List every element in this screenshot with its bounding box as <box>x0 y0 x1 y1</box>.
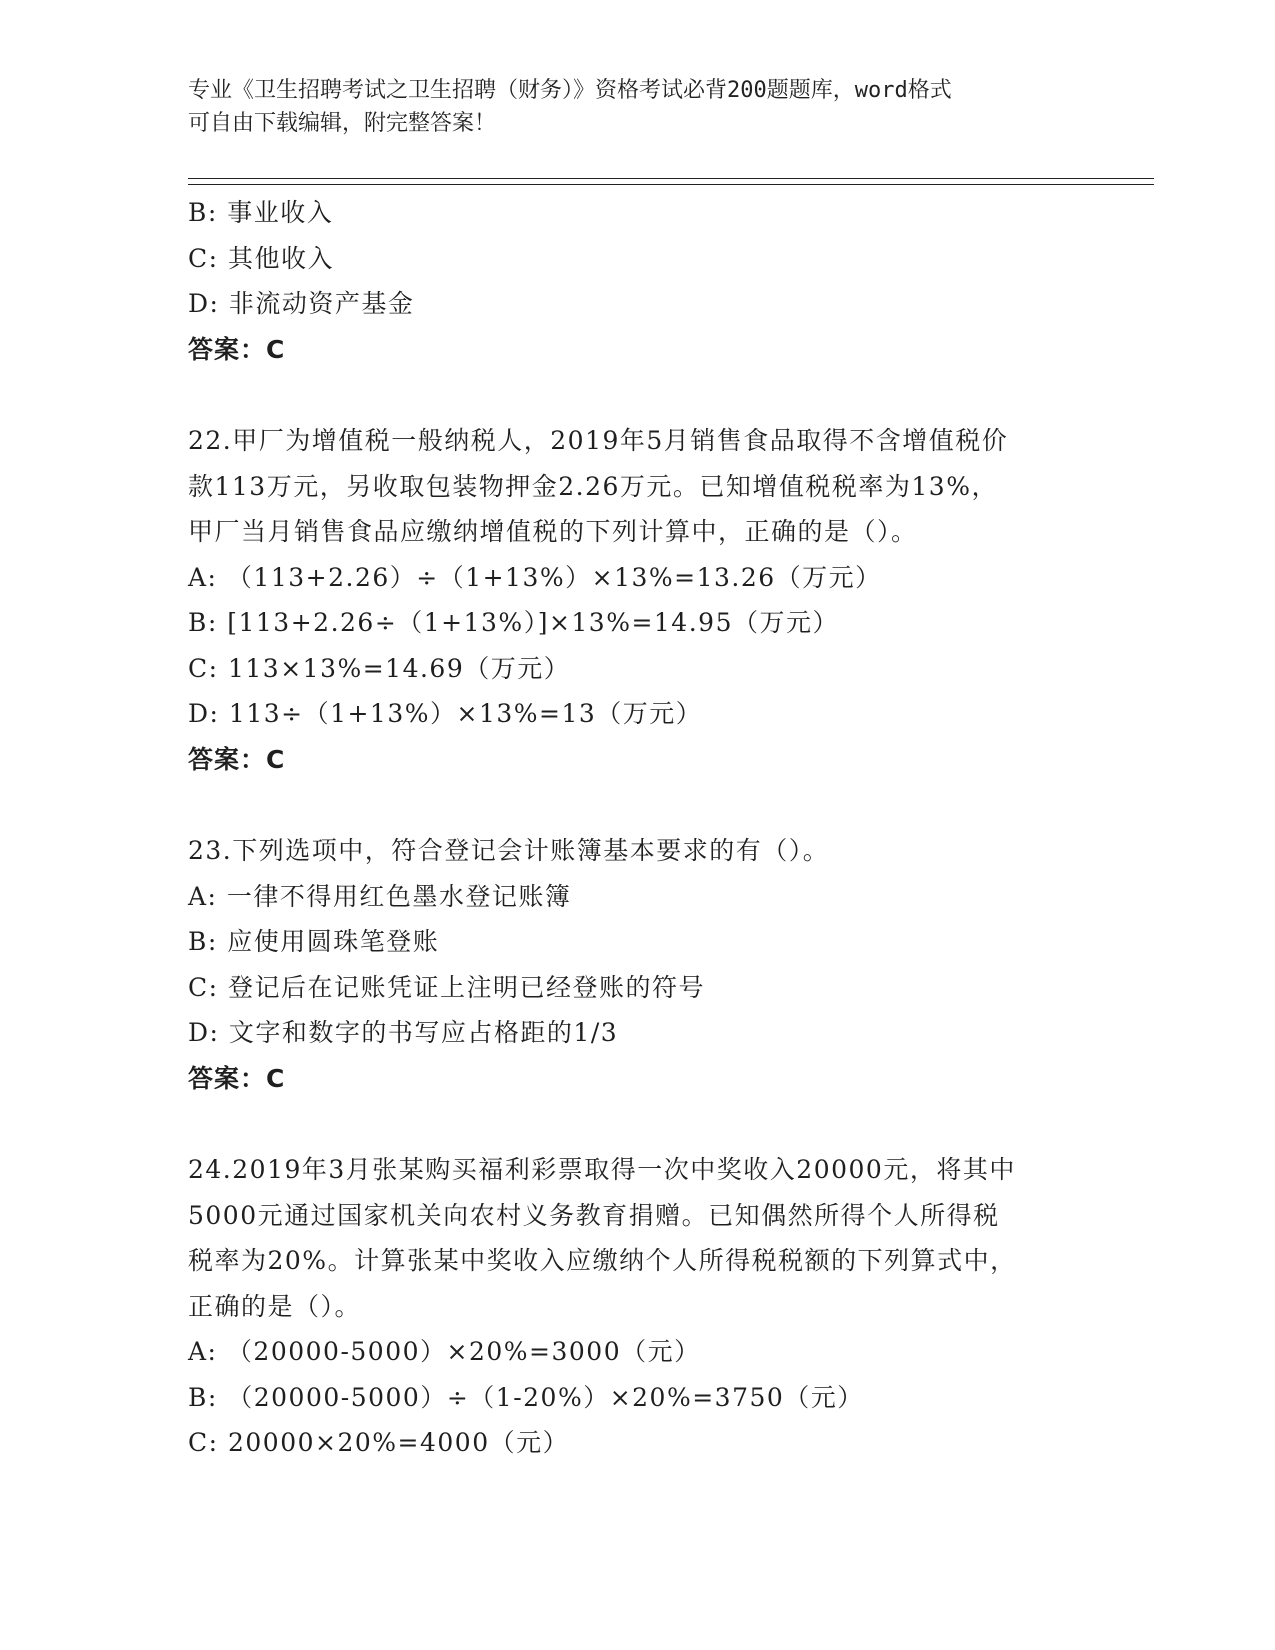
question-stem-line: 22.甲厂为增值税一般纳税人，2019年5月销售食品取得不含增值税价 <box>188 426 1009 455</box>
spacer <box>188 782 1108 828</box>
option-a: A: 一律不得用红色墨水登记账簿 <box>188 881 572 911</box>
header-rule-bottom <box>188 184 1154 185</box>
question-stem-line: 甲厂当月销售食品应缴纳增值税的下列计算中，正确的是（）。 <box>188 517 918 546</box>
option-a: A: （20000-5000）×20%=3000（元） <box>188 1337 701 1366</box>
question-stem-line: 24.2019年3月张某购买福利彩票取得一次中奖收入20000元，将其中 <box>188 1155 1016 1184</box>
document-header <box>188 74 1088 140</box>
header-rule-top <box>188 178 1154 179</box>
question-23 <box>188 828 1108 1101</box>
question-21-continuation <box>188 190 1108 372</box>
spacer <box>188 372 1108 418</box>
spacer <box>188 1101 1108 1147</box>
question-stem-line: 5000元通过国家机关向农村义务教育捐赠。已知偶然所得个人所得税 <box>188 1200 1000 1230</box>
header-title-line-2: 可自由下载编辑，附完整答案！ <box>188 111 497 136</box>
option-b: B: 应使用圆珠笔登账 <box>188 927 440 956</box>
option-c: C: 其他收入 <box>188 243 334 273</box>
question-24 <box>188 1147 1108 1466</box>
question-stem-line: 税率为20%。计算张某中奖收入应缴纳个人所得税税额的下列算式中， <box>188 1246 1017 1275</box>
option-b: B: [113+2.26÷（1+13%）]×13%=14.95（万元） <box>188 608 839 637</box>
option-d: D: 113÷（1+13%）×13%=13（万元） <box>188 699 703 728</box>
question-22 <box>188 418 1108 782</box>
answer-line: 答案：C <box>188 1063 286 1093</box>
option-d: D: 文字和数字的书写应占格距的1/3 <box>188 1018 619 1047</box>
header-title-line-1: 专业《卫生招聘考试之卫生招聘（财务）》资格考试必背200题题库，word格式 <box>188 78 952 103</box>
option-c: C: 20000×20%=4000（元） <box>188 1428 570 1457</box>
option-b: B: 事业收入 <box>188 198 334 227</box>
question-stem-line: 正确的是（）。 <box>188 1291 362 1321</box>
option-c: C: 113×13%=14.69（万元） <box>188 653 571 683</box>
option-a: A: （113+2.26）÷（1+13%）×13%=13.26（万元） <box>188 562 882 592</box>
option-b: B: （20000-5000）÷（1-20%）×20%=3750（元） <box>188 1382 864 1412</box>
document-body <box>188 190 1108 1466</box>
question-stem-line: 23.下列选项中，符合登记会计账簿基本要求的有（）。 <box>188 836 830 865</box>
answer-line: 答案：C <box>188 334 286 364</box>
answer-line: 答案：C <box>188 744 286 774</box>
option-c: C: 登记后在记账凭证上注明已经登账的符号 <box>188 972 705 1002</box>
option-d: D: 非流动资产基金 <box>188 289 415 318</box>
question-stem-line: 款113万元，另收取包装物押金2.26万元。已知增值税税率为13%， <box>188 471 998 501</box>
